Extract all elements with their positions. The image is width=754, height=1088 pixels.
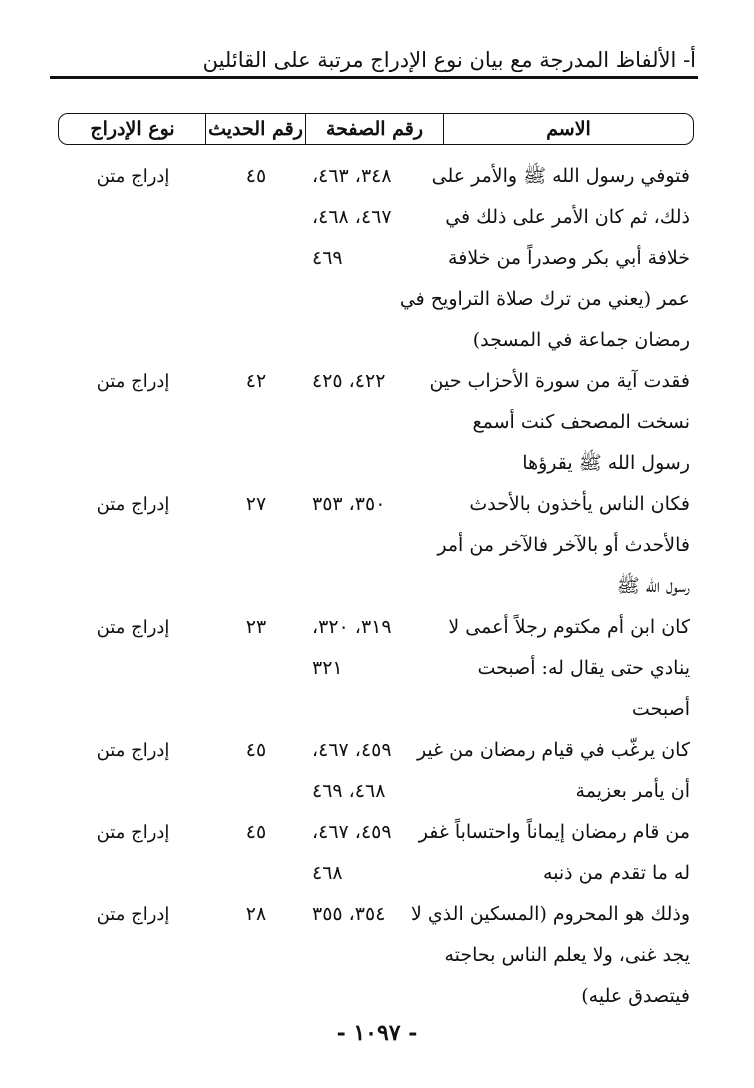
cell-name: [444, 607, 694, 730]
name-line: من قام رمضان إيماناً واحتساباً غفر: [418, 821, 690, 843]
table-row: [58, 730, 694, 812]
column-header-name: الاسم: [443, 114, 693, 144]
cell-page-numbers: [306, 484, 444, 525]
cell-page-numbers: [306, 894, 444, 935]
name-line: فقدت آية من سورة الأحزاب حين: [429, 370, 690, 392]
cell-page-numbers: [306, 730, 444, 812]
column-header-type: نوع الإدراج: [90, 118, 175, 140]
cell-hadith-number: ٢٣: [245, 616, 267, 638]
name-line: يجد غنى، ولا يعلم الناس بحاجته: [444, 944, 690, 966]
page-line: ٤٥٩، ٤٦٧،: [312, 821, 392, 843]
cell-insertion-type: إدراج متن: [96, 822, 170, 843]
cell-insertion-type: إدراج متن: [96, 494, 170, 515]
page-line: ٤٦٩: [312, 247, 343, 269]
name-line: رسول الله ﷺ: [616, 575, 690, 597]
cell-insertion-type: إدراج متن: [96, 740, 170, 761]
page-line: ٤٦٧، ٤٦٨،: [312, 206, 392, 228]
name-line: وذلك هو المحروم (المسكين الذي لا: [410, 903, 690, 925]
cell-name: [410, 894, 694, 1017]
page-line: ٣٥٤، ٣٥٥: [312, 903, 386, 925]
page-line: ٤٥٩، ٤٦٧،: [312, 739, 392, 761]
name-line: فالأحدث أو بالآخر فالآخر من أمر: [437, 534, 690, 556]
name-line: رسول الله ﷺ يقرؤها: [522, 452, 690, 474]
running-head: أ- الألفاظ المدرجة مع بيان نوع الإدراج مرتبة على القائلين: [202, 48, 696, 72]
column-header-page: رقم الصفحة: [305, 114, 443, 144]
page-line: ٣١٩، ٣٢٠،: [312, 616, 392, 638]
page-line: ٤٦٨، ٤٦٩: [312, 780, 386, 802]
page-line: ٤٦٨: [312, 862, 343, 884]
table-row: [58, 361, 694, 484]
table-row: [58, 812, 694, 894]
cell-name: [429, 361, 694, 484]
table-body: [58, 156, 694, 1017]
cell-insertion-type: إدراج متن: [96, 904, 170, 925]
name-line: فكان الناس يأخذون بالأحدث: [469, 493, 690, 515]
cell-hadith-number: ٤٥: [245, 821, 267, 843]
table-row: [58, 484, 694, 607]
cell-name: [399, 156, 694, 361]
page-line: ٣٥٠، ٣٥٣: [312, 493, 386, 515]
table-row: [58, 156, 694, 361]
page-line: ٣٢١: [312, 657, 343, 679]
cell-page-numbers: [306, 156, 444, 279]
cell-name: [416, 730, 694, 812]
name-line: خلافة أبي بكر وصدراً من خلافة: [448, 247, 690, 269]
cell-insertion-type: إدراج متن: [96, 617, 170, 638]
table-row: [58, 894, 694, 1017]
cell-page-numbers: [306, 812, 444, 894]
name-line: ينادي حتى يقال له: أصبحت: [477, 657, 690, 679]
column-header-hadith: رقم الحديث: [205, 114, 305, 144]
cell-hadith-number: ٤٥: [245, 165, 267, 187]
name-line: فتوفي رسول الله ﷺ والأمر على: [431, 165, 690, 187]
page-line: ٣٤٨، ٤٦٣،: [312, 165, 392, 187]
table-header: [58, 113, 694, 145]
name-line: فيتصدق عليه): [581, 985, 690, 1007]
page-number: - ١٠٩٧ -: [336, 1020, 418, 1046]
header-rule: [50, 76, 698, 79]
cell-insertion-type: إدراج متن: [96, 166, 170, 187]
name-line: كان يرغّب في قيام رمضان من غير: [416, 739, 690, 761]
cell-page-numbers: [306, 607, 444, 689]
cell-hadith-number: ٤٢: [245, 370, 267, 392]
cell-name: [418, 812, 694, 894]
name-line: أن يأمر بعزيمة: [575, 780, 690, 802]
name-line: ذلك، ثم كان الأمر على ذلك في: [445, 206, 690, 228]
name-line: رمضان جماعة في المسجد): [472, 329, 690, 351]
name-line: عمر (يعني من ترك صلاة التراويح في: [399, 288, 690, 310]
cell-name: [437, 484, 694, 607]
table-row: [58, 607, 694, 730]
name-line: نسخت المصحف كنت أسمع: [472, 411, 690, 433]
name-line: أصبحت: [631, 698, 690, 720]
cell-insertion-type: إدراج متن: [96, 371, 170, 392]
cell-page-numbers: [306, 361, 444, 402]
cell-hadith-number: ٤٥: [245, 739, 267, 761]
cell-hadith-number: ٢٧: [245, 493, 267, 515]
name-line: له ما تقدم من ذنبه: [542, 862, 690, 884]
cell-hadith-number: ٢٨: [245, 903, 267, 925]
page-line: ٤٢٢، ٤٢٥: [312, 370, 386, 392]
name-line: كان ابن أم مكتوم رجلاً أعمى لا: [448, 616, 690, 638]
